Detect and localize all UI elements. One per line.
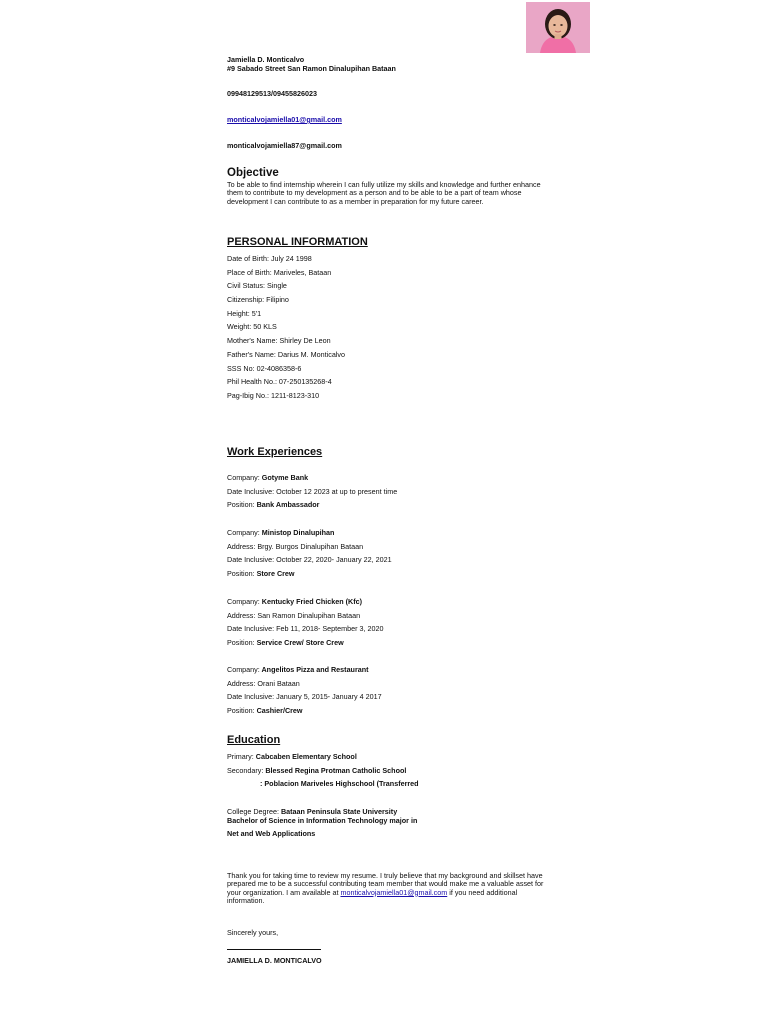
- field-label: Date Inclusive:: [227, 624, 275, 634]
- field-value: Kentucky Fried Chicken (Kfc): [259, 597, 363, 606]
- field-value: 5'1: [249, 308, 262, 318]
- job-row: [227, 690, 382, 704]
- job-row: [227, 636, 384, 650]
- job-row: [227, 663, 382, 677]
- job-row: [227, 595, 384, 609]
- field-value: Orani Bataan: [255, 678, 300, 688]
- field-label: Phil Health No.:: [227, 377, 277, 387]
- field-label: Date Inclusive:: [227, 555, 275, 565]
- personal-row: [227, 320, 345, 334]
- field-value: Single: [264, 281, 287, 291]
- field-label: Date Inclusive:: [227, 692, 275, 702]
- personal-info-heading: PERSONAL INFORMATION: [227, 236, 368, 248]
- field-label: Date Inclusive:: [227, 486, 275, 496]
- field-value: Darius M. Monticalvo: [275, 349, 346, 359]
- job-row: [227, 498, 397, 512]
- job-row: [227, 567, 392, 581]
- job-row: [227, 704, 382, 718]
- job-row: [227, 471, 397, 485]
- job-row: [227, 622, 384, 636]
- personal-row: [227, 362, 345, 376]
- personal-row: [227, 307, 345, 321]
- personal-row: [227, 293, 345, 307]
- field-value: Brgy. Burgos Dinalupihan Bataan: [255, 541, 364, 551]
- job-row: [227, 553, 392, 567]
- email-link-primary[interactable]: monticalvojamiella01@gmail.com: [227, 115, 342, 124]
- job-entry: [227, 526, 392, 581]
- field-label: Address:: [227, 610, 256, 620]
- field-value: San Ramon Dinalupihan Bataan: [255, 610, 361, 620]
- field-value: 1211-8123-310: [268, 390, 320, 400]
- job-entry: [227, 471, 397, 512]
- education-row: [227, 750, 419, 764]
- field-value: Bataan Peninsula State University: [278, 807, 398, 816]
- field-label: SSS No:: [227, 363, 255, 373]
- field-value: Service Crew/ Store Crew: [254, 638, 344, 648]
- degree-line-1: Bachelor of Science in Information Technology major in: [227, 816, 418, 825]
- field-value: Ministop Dinalupihan: [259, 528, 335, 537]
- field-value: Mariveles, Bataan: [271, 267, 332, 277]
- field-value: July 24 1998: [268, 254, 312, 263]
- field-label: Date of Birth:: [227, 254, 269, 263]
- closing-text: Thank you for taking time to review my resume. I truly believe that my background and skillset have prepared me to be a successful contributing team member that would make me a valuable asset for your organization. I am available at: [227, 871, 544, 897]
- field-label: Position:: [227, 706, 255, 716]
- applicant-email-secondary: monticalvojamiella87@gmail.com: [227, 141, 342, 150]
- sincerely: Sincerely yours,: [227, 928, 279, 937]
- field-label: College Degree:: [227, 807, 279, 816]
- signature-line: [227, 949, 321, 950]
- field-label: Primary:: [227, 752, 254, 761]
- job-row: [227, 526, 392, 540]
- education-heading: Education: [227, 734, 281, 746]
- field-value: October 22, 2020- January 22, 2021: [274, 555, 392, 565]
- field-label: Position:: [227, 638, 255, 648]
- field-value: Angelitos Pizza and Restaurant: [259, 665, 369, 674]
- job-row: [227, 485, 397, 499]
- field-label: Civil Status:: [227, 281, 265, 291]
- education-row: [227, 764, 419, 778]
- field-label: Father's Name:: [227, 349, 276, 359]
- field-value: Shirley De Leon: [277, 336, 331, 346]
- personal-row: [227, 266, 345, 280]
- personal-row: [227, 279, 345, 293]
- education-list: [227, 750, 419, 791]
- field-label: Height:: [227, 308, 250, 318]
- personal-row: [227, 348, 345, 362]
- profile-photo: [526, 2, 590, 53]
- field-value: Cashier/Crew: [254, 706, 303, 716]
- degree-line-2: Net and Web Applications: [227, 829, 316, 838]
- closing-email-link[interactable]: monticalvojamiella01@gmail.com: [340, 887, 448, 897]
- personal-row: [227, 334, 345, 348]
- field-label: Address:: [227, 541, 256, 551]
- work-experience-heading: Work Experiences: [227, 446, 323, 458]
- personal-row: [227, 375, 345, 389]
- applicant-address: #9 Sabado Street San Ramon Dinalupihan Bataan: [227, 64, 396, 73]
- job-entry: [227, 663, 382, 718]
- field-value: Cabcaben Elementary School: [253, 752, 357, 761]
- field-value: January 5, 2015- January 4 2017: [274, 692, 382, 702]
- field-value: Store Crew: [254, 569, 295, 579]
- field-value: Feb 11, 2018- September 3, 2020: [274, 624, 384, 634]
- field-label: Citizenship:: [227, 295, 265, 305]
- field-value: October 12 2023 at up to present time: [274, 486, 398, 496]
- job-row: [227, 677, 382, 691]
- field-label: Address:: [227, 678, 256, 688]
- field-label: Position:: [227, 569, 255, 579]
- personal-row: [227, 389, 345, 403]
- education-row-secondary-extra: : Poblacion Mariveles Highschool (Transferred: [260, 779, 419, 789]
- field-value: 02-4086358-6: [254, 363, 302, 373]
- field-label: Mother's Name:: [227, 336, 278, 346]
- field-value: 50 KLS: [251, 322, 277, 332]
- field-label: Company:: [227, 665, 260, 674]
- field-label: Place of Birth:: [227, 267, 272, 277]
- field-value: Gotyme Bank: [259, 473, 309, 482]
- field-value: Blessed Regina Protman Catholic School: [263, 765, 407, 775]
- objective-heading: Objective: [227, 167, 279, 179]
- signature-name: JAMIELLA D. MONTICALVO: [227, 956, 322, 965]
- personal-info-list: [227, 252, 345, 403]
- field-label: Company:: [227, 597, 260, 606]
- job-entry: [227, 595, 384, 650]
- field-value: 07-250135268-4: [276, 377, 332, 387]
- field-value: Bank Ambassador: [254, 500, 320, 510]
- objective-text: To be able to find internship wherein I can fully utilize my skills and knowledge and further enhance them to contribute to my development as a person and to be able to be a part of team whose development I can contribute to as a member in preparation for my future career.: [227, 180, 541, 206]
- field-label: Pag-Ibig No.:: [227, 390, 269, 400]
- field-label: Weight:: [227, 322, 252, 332]
- field-label: Company:: [227, 528, 260, 537]
- closing-paragraph: [227, 872, 545, 905]
- closing-text-after: if you need additional information.: [227, 887, 518, 905]
- applicant-name: Jamiella D. Monticalvo: [227, 55, 305, 64]
- applicant-phone: 09948129513/09455826023: [227, 89, 317, 98]
- field-label: Position:: [227, 500, 255, 510]
- job-row: [227, 609, 384, 623]
- field-label: Secondary:: [227, 765, 264, 775]
- job-row: [227, 540, 392, 554]
- personal-row: [227, 252, 345, 266]
- field-label: Company:: [227, 473, 260, 482]
- field-value: Filipino: [264, 295, 289, 305]
